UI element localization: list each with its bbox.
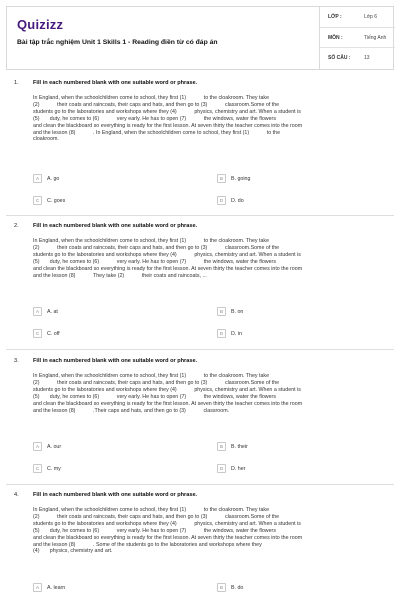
option-letter: D [217,196,226,205]
option-c[interactable] [33,329,193,341]
divider [6,349,394,350]
option-letter: D [217,329,226,338]
option-text: D. her [231,465,246,472]
option-text: C. off [47,330,60,337]
option-letter: B [217,442,226,451]
meta-row-subject [320,28,395,49]
meta-row-class [320,7,395,28]
option-text: C. my [47,465,61,472]
option-b[interactable] [217,442,377,454]
option-c[interactable] [33,196,193,208]
option-text: A. learn [47,584,66,591]
question-prompt: Fill in each numbered blank with one suitable word or phrase. [33,492,198,498]
option-b[interactable] [217,174,377,186]
option-a[interactable] [33,307,193,319]
question-passage: In England, when the schoolchildren come to school, they first (1) to the cloakroom. They take (2) their coats and raincoats, their caps and hats, and then go to (3) classroom.Some of the students go to the laboratories and workshops where they (4) physics, chemistry and art. When a student is (5) duty, he comes to (6) very early. He has to open (7) the windows, water the flowers and clean the blackboard so everything is ready for the first lesson. At seven thirty the teacher comes into the room and the lesson (8) . Some of the students go to the laboratories and workshops where they (4) physics, chemistry and art. [33,507,303,555]
option-c[interactable] [33,464,193,476]
question-passage: In England, when the schoolchildren come to school, they first (1) to the cloakroom. They take (2) their coats and raincoats, their caps and hats, and then go to (3) classroom.Some of the students go to the laboratories and workshops where they (4) physics, chemistry and art. When a student is (5) duty, he comes to (6) very early. He has to open (7) the windows, water the flowers and clean the blackboard so everything is ready for the first lesson. At seven thirty the teacher comes into the room and the lesson (8) .Their caps and hats, and then go to (3) classroom. [33,373,303,414]
question-passage: In England, when the schoolchildren come to school, they first (1) to the cloakroom. They take (2) their coats and raincoats, their caps and hats, and then go to (3) classroom.Some of the students go to the laboratories and workshops where they (4) physics, chemistry and art. When a student is (5) duty, he comes to (6) very early. He has to open (7) the windows, water the flowers and clean the blackboard so everything is ready for the first lesson. At seven thirty the teacher comes into the room and the lesson (8) . In England, when the schoolchildren come to school, they first (1) to the cloakroom. [33,95,303,143]
option-a[interactable] [33,583,193,595]
option-letter: C [33,329,42,338]
option-text: B. on [231,308,244,315]
option-text: B. going [231,175,251,182]
meta-value: Tiếng Anh [364,34,387,41]
option-letter: C [33,464,42,473]
option-a[interactable] [33,174,193,186]
divider [6,215,394,216]
option-text: B. their [231,443,248,450]
meta-table [319,7,395,69]
option-text: C. goes [47,197,66,204]
option-text: A. our [47,443,62,450]
meta-label: LỚP : [328,14,342,20]
option-d[interactable] [217,196,377,208]
quizizz-logo: Quizizz [17,17,64,32]
meta-value: 13 [364,55,370,62]
question-number: 2. [14,223,19,229]
option-d[interactable] [217,329,377,341]
worksheet-header [6,6,394,70]
option-letter: B [217,583,226,592]
meta-label: SỐ CÂU : [328,55,351,62]
meta-value: Lớp 6 [364,14,378,20]
option-letter: B [217,174,226,183]
meta-label: MÔN : [328,34,343,41]
option-a[interactable] [33,442,193,454]
question-number: 3. [14,358,19,364]
question-prompt: Fill in each numbered blank with one suitable word or phrase. [33,223,198,229]
option-d[interactable] [217,464,377,476]
option-text: A. at [47,308,58,315]
option-letter: D [217,464,226,473]
option-b[interactable] [217,583,377,595]
option-letter: A [33,583,42,592]
meta-row-count [320,48,395,69]
option-letter: A [33,174,42,183]
question-passage: In England, when the schoolchildren come to school, they first (1) to the cloakroom. They take (2) their coats and raincoats, their caps and hats, and then go to (3) classroom.Some of the students go to the laboratories and workshops where they (4) physics, chemistry and art. When a student is (5) duty, he comes to (6) very early. He has to open (7) the windows, water the flowers and clean the blackboard so everything is ready for the first lesson. At seven thirty the teacher comes into the room and the lesson (8) They take (2) their coats and raincoats, ... [33,238,303,279]
question-number: 4. [14,492,19,498]
worksheet-title: Bài tập trắc nghiệm Unit 1 Skills 1 - Reading điền từ có đáp án [17,39,218,46]
option-text: D. do [231,197,244,204]
option-letter: A [33,307,42,316]
option-letter: B [217,307,226,316]
question-number: 1. [14,80,19,86]
question-prompt: Fill in each numbered blank with one suitable word or phrase. [33,358,198,364]
option-text: B. do [231,584,244,591]
option-b[interactable] [217,307,377,319]
option-letter: C [33,196,42,205]
option-letter: A [33,442,42,451]
question-prompt: Fill in each numbered blank with one suitable word or phrase. [33,80,198,86]
divider [6,484,394,485]
option-text: D. in [231,330,242,337]
option-text: A. go [47,175,60,182]
